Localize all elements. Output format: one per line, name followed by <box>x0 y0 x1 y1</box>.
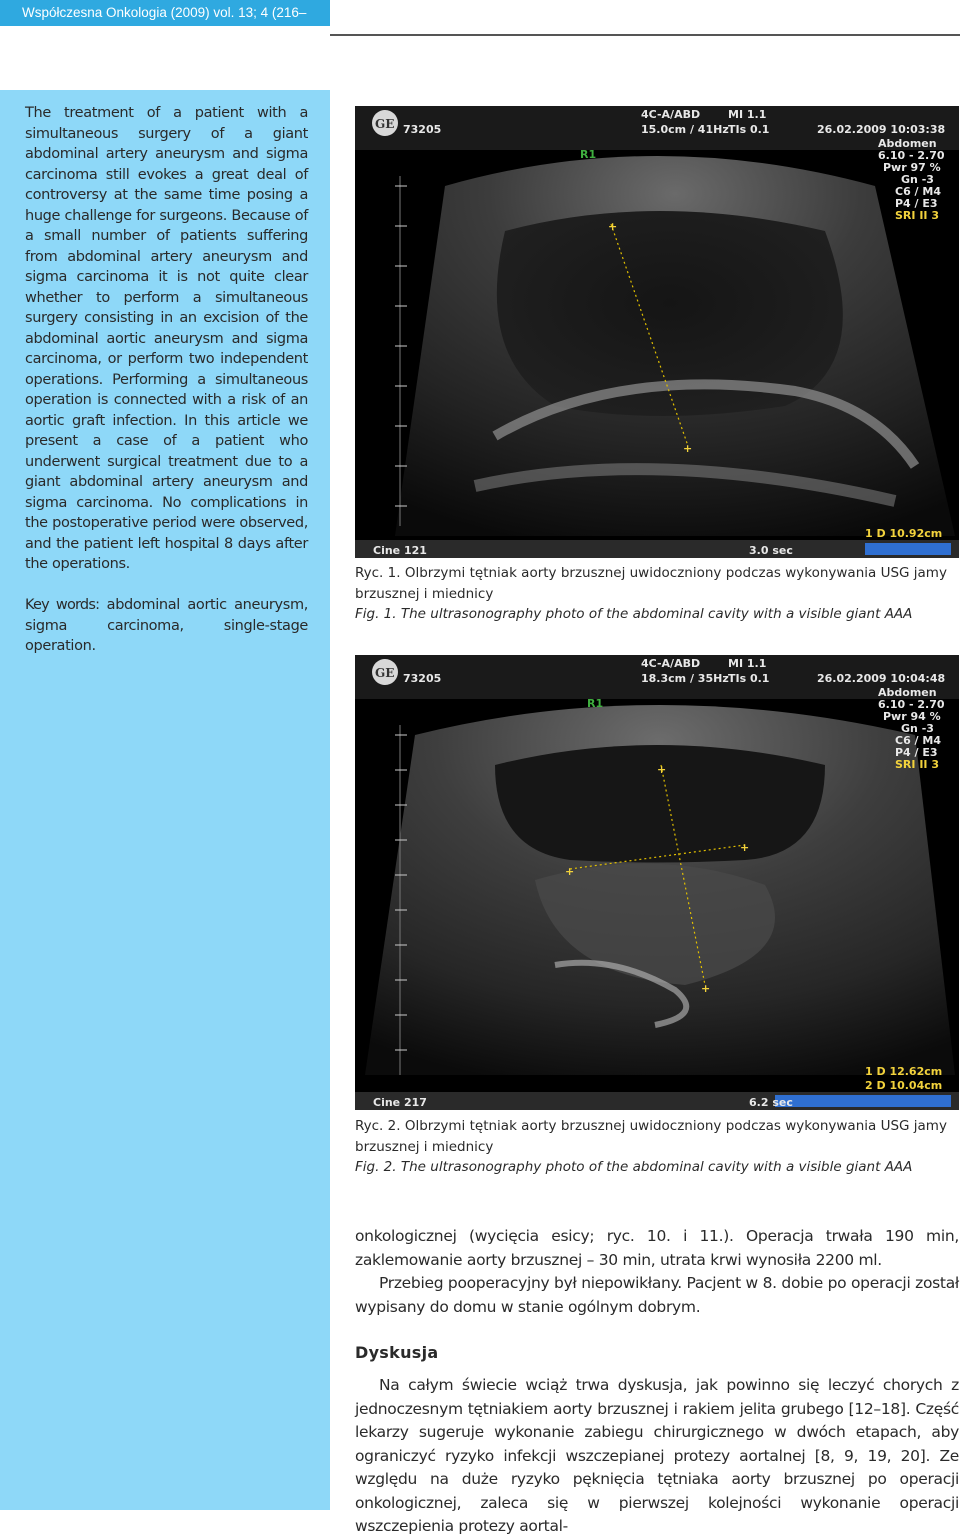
figure-1-caption <box>355 563 955 625</box>
gain-label: Gn -3 <box>901 173 934 186</box>
caliper-mark: + <box>608 220 618 233</box>
tis-label: TIs 0.1 <box>728 672 770 685</box>
freq-label: 6.10 - 2.70 <box>878 698 945 711</box>
patient-id: 73205 <box>403 123 442 136</box>
caption-pl-text: Olbrzymi tętniak aorty brzusznej uwidoczniony podczas wykonywania USG jamy brzusznej i miednicy <box>355 1118 947 1155</box>
caption-en-label: Fig. 1. <box>355 606 397 622</box>
measurement-1: 1 D 12.62cm <box>865 1065 943 1078</box>
caption-pl-label: Ryc. 2. <box>355 1118 401 1134</box>
c6-label: C6 / M4 <box>895 734 942 747</box>
paragraph-text: Przebieg pooperacyjny był niepowikłany. Pacjent w 8. dobie po operacji został wypisany do domu w stanie ogólnym dobrym. <box>355 1274 959 1316</box>
ultrasound-image-1 <box>355 106 959 558</box>
cine-seconds: 3.0 sec <box>749 544 793 557</box>
caliper-mark: + <box>657 763 667 776</box>
sri-label: SRI II 3 <box>895 209 939 222</box>
p4-label: P4 / E3 <box>895 746 938 759</box>
mi-label: MI 1.1 <box>728 657 767 670</box>
gain-label: Gn -3 <box>901 722 934 735</box>
measurement-1: 1 D 10.92cm <box>865 527 943 540</box>
section-heading: Dyskusja <box>355 1343 439 1362</box>
probe-label: 4C-A/ABD <box>641 657 701 670</box>
cine-seconds: 6.2 sec <box>749 1096 793 1109</box>
caption-en-text: The ultrasonography photo of the abdominal cavity with a visible giant AAA <box>400 1159 913 1175</box>
sri-label: SRI II 3 <box>895 758 939 771</box>
preset-label: Abdomen <box>878 137 937 150</box>
pwr-label: Pwr 94 % <box>883 710 941 723</box>
c6-label: C6 / M4 <box>895 185 942 198</box>
figure-2-caption <box>355 1116 955 1178</box>
caption-en-label: Fig. 2. <box>355 1159 397 1175</box>
keywords-list: abdominal aortic aneurysm, sigma carcinoma, single-stage operation. <box>25 597 309 654</box>
caliper-mark: + <box>701 982 711 995</box>
depth-label: 18.3cm / 35Hz <box>641 672 729 685</box>
header-rule <box>330 34 960 36</box>
body-paragraph-1 <box>355 1225 959 1319</box>
measurement-2: 2 D 10.04cm <box>865 1079 943 1092</box>
pwr-label: Pwr 97 % <box>883 161 941 174</box>
svg-text:GE: GE <box>375 117 395 131</box>
p4-label: P4 / E3 <box>895 197 938 210</box>
datetime-label: 26.02.2009 10:04:48 <box>817 672 946 685</box>
svg-text:GE: GE <box>375 666 395 680</box>
cine-label: Cine 121 <box>373 544 427 557</box>
paragraph-text: onkologicznej (wycięcia esicy; ryc. 10. i 11.). Operacja trwała 190 min, zaklemowanie aorty brzusznej – 30 min, utrata krwi wynosiła 2200 ml. <box>355 1227 959 1269</box>
caliper-mark: + <box>740 841 750 854</box>
probe-label: 4C-A/ABD <box>641 108 701 121</box>
tis-label: TIs 0.1 <box>728 123 770 136</box>
ultrasound-figure-2 <box>355 655 959 1110</box>
keywords <box>25 595 308 657</box>
caption-en-text: The ultrasonography photo of the abdominal cavity with a visible giant AAA <box>400 606 913 622</box>
caliper-mark: + <box>683 442 693 455</box>
marker-label: R1 <box>587 697 604 710</box>
ultrasound-figure-1 <box>355 106 959 558</box>
ultrasound-image-2 <box>355 655 959 1110</box>
freq-label: 6.10 - 2.70 <box>878 149 945 162</box>
cine-label: Cine 217 <box>373 1096 427 1109</box>
preset-label: Abdomen <box>878 686 937 699</box>
cine-progress <box>775 1095 951 1107</box>
datetime-label: 26.02.2009 10:03:38 <box>817 123 946 136</box>
marker-label: R1 <box>580 148 597 161</box>
caption-pl-label: Ryc. 1. <box>355 565 401 581</box>
cine-progress <box>865 543 951 555</box>
caption-pl-text: Olbrzymi tętniak aorty brzusznej uwidoczniony podczas wykonywania USG jamy brzusznej i miednicy <box>355 565 947 602</box>
abstract-text: The treatment of a patient with a simultaneous surgery of a giant abdominal artery aneurysm and sigma carcinoma still evokes a great deal of controversy at the same time posing a huge challenge for surgeons. Because of a small number of patients suffering from abdominal artery aneurysm and sigma carcinoma it is not quite clear whether to perform a simultaneous surgery consisting in an excision of the abdominal aortic aneurysm and sigma carcinoma, or perform two independent operations. Performing a simultaneous operation is connected with a risk of an aortic graft infection. In this article we present a case of a patient who underwent surgical treatment due to a giant abdominal artery aneurysm and sigma carcinoma. No complications in the postoperative period were observed, and the patient left hospital 8 days after the operations. <box>25 105 308 572</box>
mi-label: MI 1.1 <box>728 108 767 121</box>
caliper-mark: + <box>565 865 575 878</box>
depth-label: 15.0cm / 41Hz <box>641 123 729 136</box>
paragraph-text: Na całym świecie wciąż trwa dyskusja, jak powinno się leczyć chorych z jednoczesnym tętniakiem aorty brzusznej i rakiem jelita grubego [12–18]. Część lekarzy sugeruje wykonanie zabiegu chirurgicznego w dwóch etapach, aby ograniczyć ryzyko infekcji wszczepianej protezy aortalnej [8, 9, 19, 20]. Ze względu na duże ryzyko pęknięcia tętniaka aorty brzusznej po operacji onkologicznej, zaleca się w pierwszej kolejności wykonanie operacji wszczepienia protezy aortal- <box>355 1376 959 1535</box>
keywords-label: Key words: <box>25 597 100 613</box>
patient-id: 73205 <box>403 672 442 685</box>
journal-citation: Współczesna Onkologia (2009) vol. 13; 4 (216–220) <box>0 0 330 26</box>
body-paragraph-2 <box>355 1374 959 1539</box>
